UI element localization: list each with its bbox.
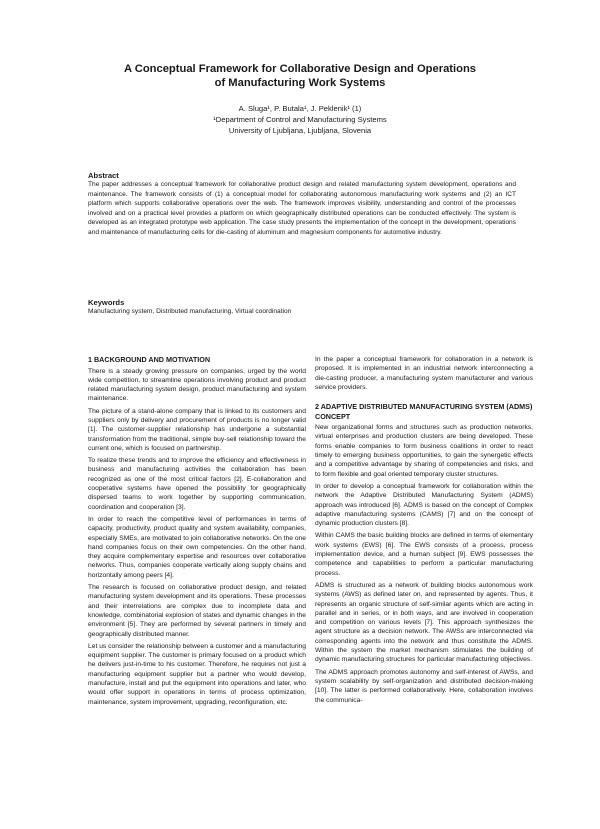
title-line-1: A Conceptual Framework for Collaborative Design and Operations: [123, 63, 477, 75]
section-2-paragraph: Within CAMS the basic building blocks are defined in terms of elementary work systems (EWS) [6]. The EWS consists of a process, process implementation device, and a human subject [9]. EWS possesses the competence and capabilities to perform a particular manufacturing process.: [315, 532, 533, 577]
section-2-paragraph: The ADMS approach promotes autonomy and self-interest of AWSs, and system scalability by self-organization and distributed decision-making [10]. The latter is performed collaboratively. Here, collaboration involves the communica-: [315, 668, 533, 704]
section-1-paragraph: Let us consider the relationship between a customer and a manufacturing equipment supplier. The customer is primary focused on a product which he delivers just-in-time to his customer. Therefore, he requires not just a manufacturing equipment supplier but a partner who would develop, manufacture, install and put the equipment into operations and later, who would offer support in operations in terms of process optimization, maintenance, system improvement, upgrading, reconfiguration, etc.: [88, 642, 306, 706]
keywords-text: Manufacturing system, Distributed manufacturing, Virtual coordination: [88, 308, 292, 315]
section-1-heading: 1 BACKGROUND AND MOTIVATION: [88, 355, 211, 364]
university: University of Ljubljana, Ljubljana, Slovenia: [228, 126, 372, 135]
affiliation: ¹Department of Control and Manufacturing Systems: [213, 115, 387, 124]
section-2-paragraph: In order to develop a conceptual framework for collaboration within the network the Adaptive Distributed Manufacturing System (ADMS) approach was introduced [6]. ADMS is based on the concept of Complex adaptive manufacturing systems (CAMS) [7] and on the concept of dynamic production clusters [8].: [315, 482, 533, 528]
section-1-paragraph: To realize these trends and to improve the efficiency and effectiveness in business and manufacturing activities the collaboration has been recognized as one of the most critical factors [2]. E-collaboration and cooperative systems have opened the possibility for geographically dispersed teams to work together by supporting communication, coordination and cooperation [3].: [88, 457, 306, 511]
section-2-paragraph: New organizational forms and structures such as production networks, virtual enterprises and production clusters are being developed. These forms enable companies to form business coalitions in order to react timely to emerging business opportunities, to gain the synergetic effects and a competitive advantage by sharing of competencies and risks, and to form flexible and goal oriented temporary cluster structures.: [315, 424, 533, 478]
paper-title: [60, 62, 540, 90]
author-block: [100, 103, 500, 136]
section-2-paragraph: ADMS is structured as a network of building blocks autonomous work systems (AWS) as defined later on, and represented by agents. Thus, it represents an organic structure of self-similar agents which are acting in parallel and in series, or in both ways, and are involved in cooperation and competition on various levels [7]. This approach synthesizes the agent structure as a decision network. The AWSs are interconnected via corresponding agents into the network and thus constitute the ADMS. Within the system the market mechanism stimulates the building of dynamic manufacturing structures for particular manufacturing objectives.: [315, 581, 533, 664]
section-1-paragraph: In order to reach the competitive level of performances in terms of capacity, productivity, product quality and system availability, companies, especially SMEs, are motivated to join collaborative networks. On the one hand companies focus on their own competencies. On the other hand, they acquire complementary expertise and resources over collaborative networks. Thus, companies cooperate vertically along supply chains and horizontally among peers [4].: [88, 515, 306, 579]
keywords-section: [88, 298, 516, 317]
section-1-paragraph: The research is focused on collaborative product design, and related manufacturing system development and its operations. These processes and their interrelations are complex due to incomplete data and knowledge, combinatorial explosion of states and dynamic changes in the environment [5]. They are performed by several partners in timely and geographically distributed manner.: [88, 584, 306, 638]
section-2-heading: 2 ADAPTIVE DISTRIBUTED MANUFACTURING SYSTEM (ADMS) CONCEPT: [315, 402, 533, 421]
abstract-section: [88, 171, 516, 238]
title-line-2: of Manufacturing Work Systems: [214, 77, 386, 89]
right-intro-paragraph: In the paper a conceptual framework for collaboration in a network is proposed. It is implemented in an industrial network interconnecting a die-casting producer, a manufacturing system manufacturer and various service providers.: [315, 356, 533, 391]
authors: A. Sluga¹, P. Butala¹, J. Peklenik¹ (1): [238, 104, 362, 113]
right-column: [315, 355, 533, 708]
section-1-paragraph: The picture of a stand-alone company that is linked to its customers and suppliers only by delivery and procurement of products is no longer valid [1]. The customer-supplier relationship has undergone a substantial transformation from the traditional, simple buy-sell relationship toward the current one, which is focused on partnership.: [88, 407, 306, 452]
left-column: [88, 355, 306, 710]
abstract-heading: Abstract: [88, 171, 119, 180]
section-1-paragraph: There is a steady growing pressure on companies, urged by the world wide competition, to streamline operations involving product and product related manufacturing system design, product manufacturing and system maintenance.: [88, 367, 306, 403]
keywords-heading: Keywords: [88, 298, 125, 307]
abstract-text: The paper addresses a conceptual framework for collaborative product design and related manufacturing system development, operations and maintenance. The framework consists of (1) a conceptual model for collaborating autonomous manufacturing work systems and (2) an ICT platform which supports collaborative operations over the web. The framework improves visibility, understanding and control of the processes involved and on a practical level provides a platform on which geographically distributed operations can be conducted effectively. The system is developed as an integrated prototype web application. The case study presents the implementation of the concept in the development, operations and maintenance of manufacturing cells for die-casting of aluminum and magnesium components for automotive industry.: [88, 181, 516, 236]
